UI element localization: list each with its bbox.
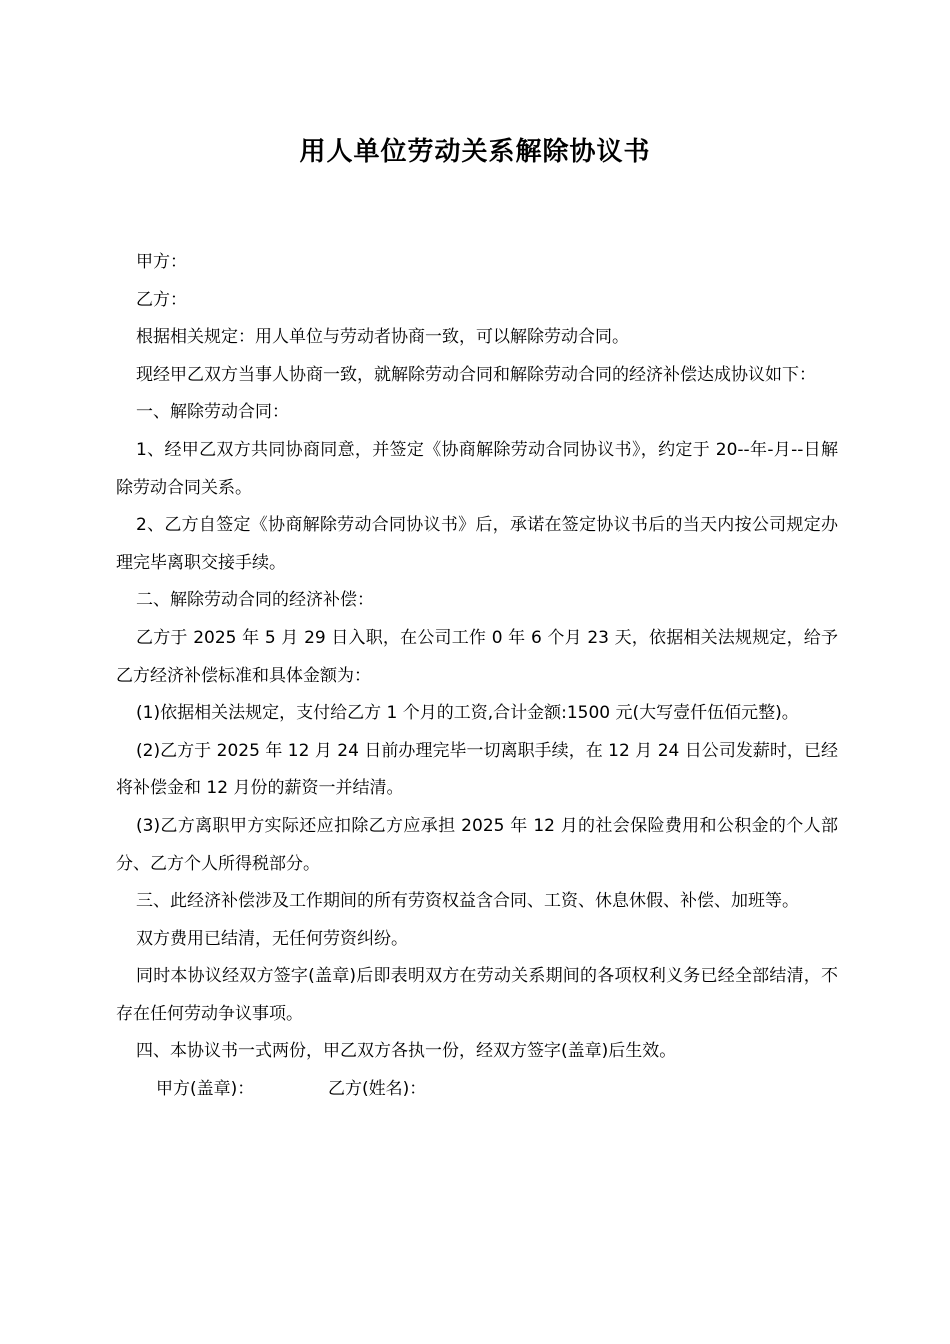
document-body (116, 244, 838, 1109)
party-a-line: 甲方： (136, 252, 187, 272)
section-4-paragraph: 四、本协议书一式两份，甲乙双方各执一份，经双方签字(盖章)后生效。 (136, 1041, 677, 1062)
settled-paragraph: 双方费用已结清，无任何劳资纠纷。 (136, 928, 408, 949)
clause-2-3: (3)乙方离职甲方实际还应扣除乙方应承担 2025 年 12 月的社会保险费用和公积金的个人部分、乙方个人所得税部分。 (116, 815, 838, 874)
signature-row (116, 1071, 838, 1109)
party-b-signature-label: 乙方(姓名)： (328, 1079, 427, 1100)
party-a-signature-label: 甲方(盖章)： (156, 1079, 255, 1100)
clause-2-2: (2)乙方于 2025 年 12 月 24 日前办理完毕一切离职手续，在 12 月 24 日公司发薪时，已经将补偿金和 12 月份的薪资一并结清。 (116, 740, 838, 799)
document-title: 用人单位劳动关系解除协议书 (299, 137, 651, 167)
clause-1-1: 1、经甲乙双方共同协商同意，并签定《协商解除劳动合同协议书》，约定于 20--年-月--日解除劳动合同关系。 (116, 439, 838, 498)
clause-1-2: 2、乙方自签定《协商解除劳动合同协议书》后，承诺在签定协议书后的当天内按公司规定办理完毕离职交接手续。 (116, 515, 838, 573)
effect-paragraph: 同时本协议经双方签字(盖章)后即表明双方在劳动关系期间的各项权利义务已经全部结清，不存在任何劳动争议事项。 (116, 966, 838, 1024)
intro-paragraph: 现经甲乙双方当事人协商一致，就解除劳动合同和解除劳动合同的经济补偿达成协议如下： (136, 364, 816, 385)
section-2-heading: 二、解除劳动合同的经济补偿： (136, 590, 374, 611)
section-3-paragraph: 三、此经济补偿涉及工作期间的所有劳资权益含合同、工资、休息休假、补偿、加班等。 (136, 891, 799, 912)
legal-basis-paragraph: 根据相关规定：用人单位与劳动者协商一致，可以解除劳动合同。 (136, 327, 629, 348)
party-b-line: 乙方： (136, 289, 187, 310)
clause-2-1: (1)依据相关法规定，支付给乙方 1 个月的工资,合计金额:1500 元(大写壹仟伍佰元整)。 (136, 703, 799, 724)
employment-period-paragraph: 乙方于 2025 年 5 月 29 日入职，在公司工作 0 年 6 个月 23 天，依据相关法规规定，给予乙方经济补偿标准和具体金额为： (116, 627, 838, 686)
section-1-heading: 一、解除劳动合同： (136, 402, 289, 423)
